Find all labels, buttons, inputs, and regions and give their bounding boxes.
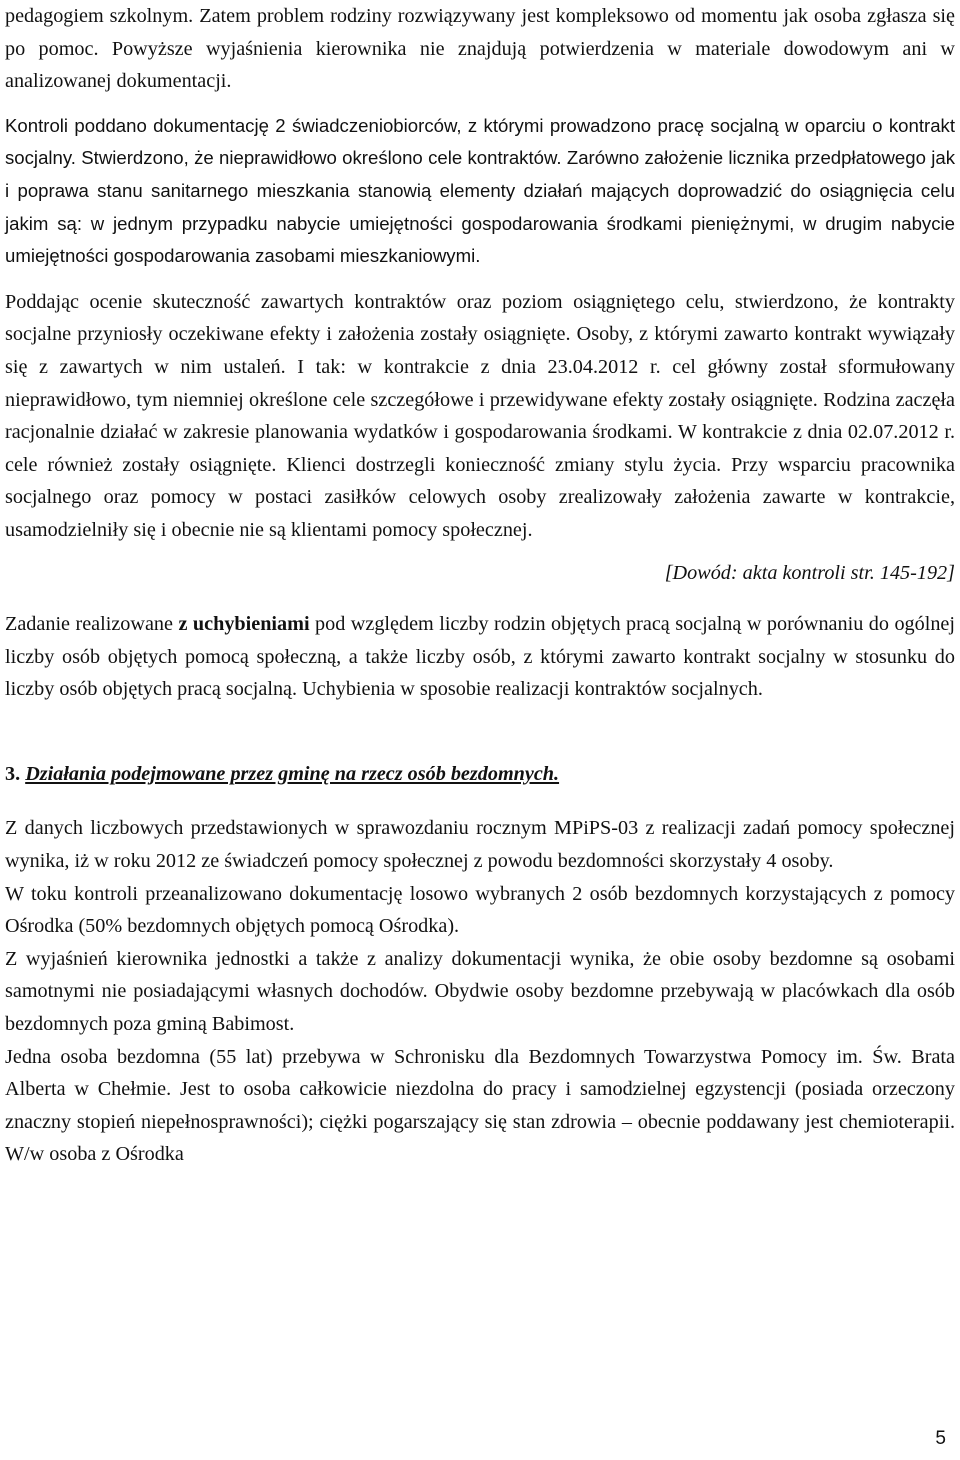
paragraph-homeless-status: Z wyjaśnień kierownika jednostki a także z analizy dokumentacji wynika, że obie osoby bezdomne są osobami samotnymi nie posiadającymi własnych dochodów. Obydwie osoby bezdomne przebywają w placówkach dla osób bezdomnych poza gminą Babimost. — [5, 947, 955, 1036]
paragraph-sample-documentation: W toku kontroli przeanalizowano dokumentację losowo wybranych 2 osób bezdomnych korzystających z pomocy Ośrodka (50% bezdomnych objętych pomocą Ośrodka). — [5, 882, 955, 938]
assessment-text-before: Zadanie realizowane — [5, 613, 179, 636]
evidence-reference: [Dowód: akta kontroli str. 145-192] — [664, 561, 955, 584]
paragraph-contract-documentation: Kontroli poddano dokumentację 2 świadczeniobiorców, z którymi prowadzono pracę socjalną w oparciu o kontrakt socjalny. Stwierdzono, że nieprawidłowo określono cele kontraktów. Zarówno założenie licznika przedpłatowego jak i poprawa stanu sanitarnego mieszkania stanowią elementy działań mających doprowadzić do osiągnięcia celu jakim są: w jednym przypadku nabycie umiejętności gospodarowania środkami pieniężnymi, w drugim nabycie umiejętności gospodarowania zasobami mieszkaniowymi. — [5, 114, 955, 267]
paragraph-intro-continuation: pedagogiem szkolnym. Zatem problem rodziny rozwiązywany jest kompleksowo od momentu jak osoba zgłasza się po pomoc. Powyższe wyjaśnienia kierownika nie znajdują potwierdzenia w materiale dowodowym ani w analizowanej dokumentacji. — [5, 5, 955, 93]
paragraph-homeless-shelter-case: Jedna osoba bezdomna (55 lat) przebywa w Schronisku dla Bezdomnych Towarzystwa Pomocy im. Św. Brata Alberta w Chełmie. Jest to osoba całkowicie niezdolna do pracy i samodzielnej egzystencji (posiada orzeczony znaczny stopień niepełnosprawności); ciężki pogarszający się stan zdrowia – obecnie poddawany jest chemioterapii. W/w osoba z Ośrodka — [5, 1045, 955, 1166]
assessment-text-after: pod względem liczby rodzin objętych pracą socjalną w porównaniu do ogólnej liczby osób objętych pomocą społeczną, a także liczby osób, z którymi zawarto kontrakt socjalny w stosunku do liczby osób objętych pracą socjalną. Uchybienia w sposobie realizacji kontraktów socjalnych. — [5, 613, 955, 701]
document-page — [5, 0, 955, 1171]
paragraph-statistics: Z danych liczbowych przedstawionych w sprawozdaniu rocznym MPiPS-03 z realizacji zadań pomocy społecznej wynika, iż w roku 2012 ze świadczeń pomocy społecznej z powodu bezdomności skorzystały 4 osoby. — [5, 817, 955, 873]
assessment-bold-phrase: z uchybieniami — [178, 613, 310, 636]
paragraph-assessment — [5, 608, 955, 706]
paragraph-contract-effectiveness: Poddając ocenie skuteczność zawartych kontraktów oraz poziom osiągniętego celu, stwierdzono, że kontrakty socjalne przyniosły oczekiwane efekty i założenia zostały osiągnięte. Osoby, z którymi zawarto kontrakt wywiązały się z zawartych w nim ustaleń. I tak: w kontrakcie z dnia 23.04.2012 r. cel główny został sformułowany nieprawidłowo, tym niemniej określone cele szczegółowe i przewidywane efekty zostały osiągnięte. Rodzina zaczęła racjonalnie działać w zakresie planowania wydatków i gospodarowania środkami. W kontrakcie z dnia 02.07.2012 r. cele również zostały osiągnięte. Klienci dostrzegli konieczność zmiany stylu życia. Przy wsparciu pracownika socjalnego oraz pomocy w postaci zasiłków celowych osoby zrealizowały założenia zawarte w kontrakcie, usamodzielniły się i obecnie nie są klientami pomocy społecznej. — [5, 290, 955, 541]
section-heading-title: Działania podejmowane przez gminę na rzecz osób bezdomnych. — [25, 762, 560, 785]
section-heading-number: 3. — [5, 762, 21, 785]
page-number: 5 — [935, 1428, 946, 1449]
section-heading — [5, 758, 955, 791]
